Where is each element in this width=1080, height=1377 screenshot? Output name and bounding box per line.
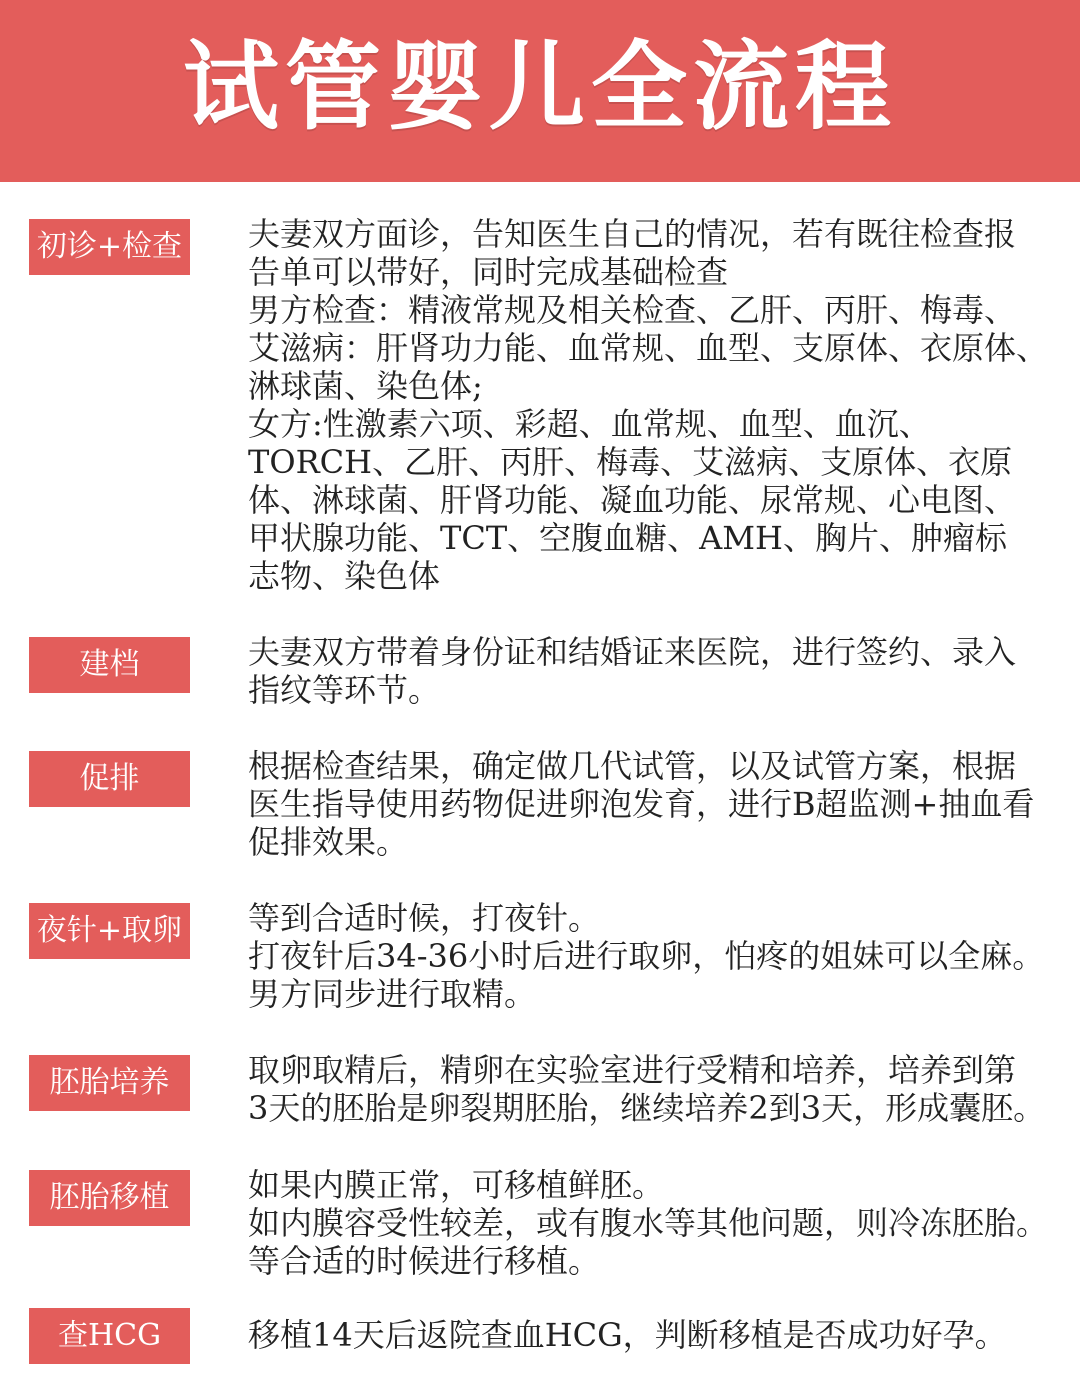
desc-line: 体、淋球菌、肝肾功能、凝血功能、尿常规、心电图、 (248, 481, 1017, 519)
desc-line: 指纹等环节。 (248, 671, 441, 709)
desc-line: 医生指导使用药物促进卵泡发育，进行B超监测+抽血看 (248, 785, 1035, 823)
step-description (248, 633, 1048, 709)
desc-line: 志物、染色体 (248, 557, 441, 595)
step-description (248, 899, 1048, 1013)
desc-line: 夫妻双方带着身份证和结婚证来医院，进行签约、录入 (248, 633, 1017, 671)
desc-line: 3天的胚胎是卵裂期胚胎，继续培养2到3天，形成囊胚。 (248, 1089, 1046, 1127)
desc-line: 淋球菌、染色体; (248, 367, 483, 405)
desc-line: 促排效果。 (248, 823, 409, 861)
step-label: 建档 (29, 637, 190, 693)
step-description (248, 215, 1048, 595)
desc-line: 如果内膜正常，可移植鲜胚。 (248, 1166, 665, 1204)
desc-line: TORCH、乙肝、丙肝、梅毒、艾滋病、支原体、衣原 (248, 443, 1013, 481)
desc-line: 甲状腺功能、TCT、空腹血糖、AMH、胸片、肿瘤标 (248, 519, 1007, 557)
desc-line: 女方:性激素六项、彩超、血常规、血型、血沉、 (248, 405, 931, 443)
step-label: 胚胎培养 (29, 1055, 190, 1111)
step-description (248, 1316, 1048, 1354)
step-description (248, 1166, 1048, 1280)
step-label: 胚胎移植 (29, 1170, 190, 1226)
step-label: 初诊+检查 (29, 219, 190, 275)
desc-line: 等到合适时候，打夜针。 (248, 899, 601, 937)
desc-line: 移植14天后返院查血HCG，判断移植是否成功好孕。 (248, 1316, 1007, 1354)
desc-line: 男方检查：精液常规及相关检查、乙肝、丙肝、梅毒、 (248, 291, 1017, 329)
step-label: 夜针+取卵 (29, 903, 190, 959)
desc-line: 男方同步进行取精。 (248, 975, 537, 1013)
step-label: 促排 (29, 751, 190, 807)
desc-line: 如内膜容受性较差，或有腹水等其他问题，则冷冻胚胎。 (248, 1204, 1049, 1242)
desc-line: 艾滋病：肝肾功力能、血常规、血型、支原体、衣原体、 (248, 329, 1049, 367)
desc-line: 夫妻双方面诊，告知医生自己的情况，若有既往检查报 (248, 215, 1017, 253)
desc-line: 根据检查结果，确定做几代试管，以及试管方案，根据 (248, 747, 1017, 785)
desc-line: 打夜针后34-36小时后进行取卵，怕疼的姐妹可以全麻。 (248, 937, 1045, 975)
desc-line: 告单可以带好，同时完成基础检查 (248, 253, 729, 291)
desc-line: 取卵取精后，精卵在实验室进行受精和培养，培养到第 (248, 1051, 1017, 1089)
step-label: 查HCG (29, 1308, 190, 1364)
header-banner (0, 0, 1080, 182)
step-description (248, 747, 1048, 861)
page-title: 试管婴儿全流程 (183, 30, 897, 143)
desc-line: 等合适的时候进行移植。 (248, 1242, 601, 1280)
step-description (248, 1051, 1048, 1127)
